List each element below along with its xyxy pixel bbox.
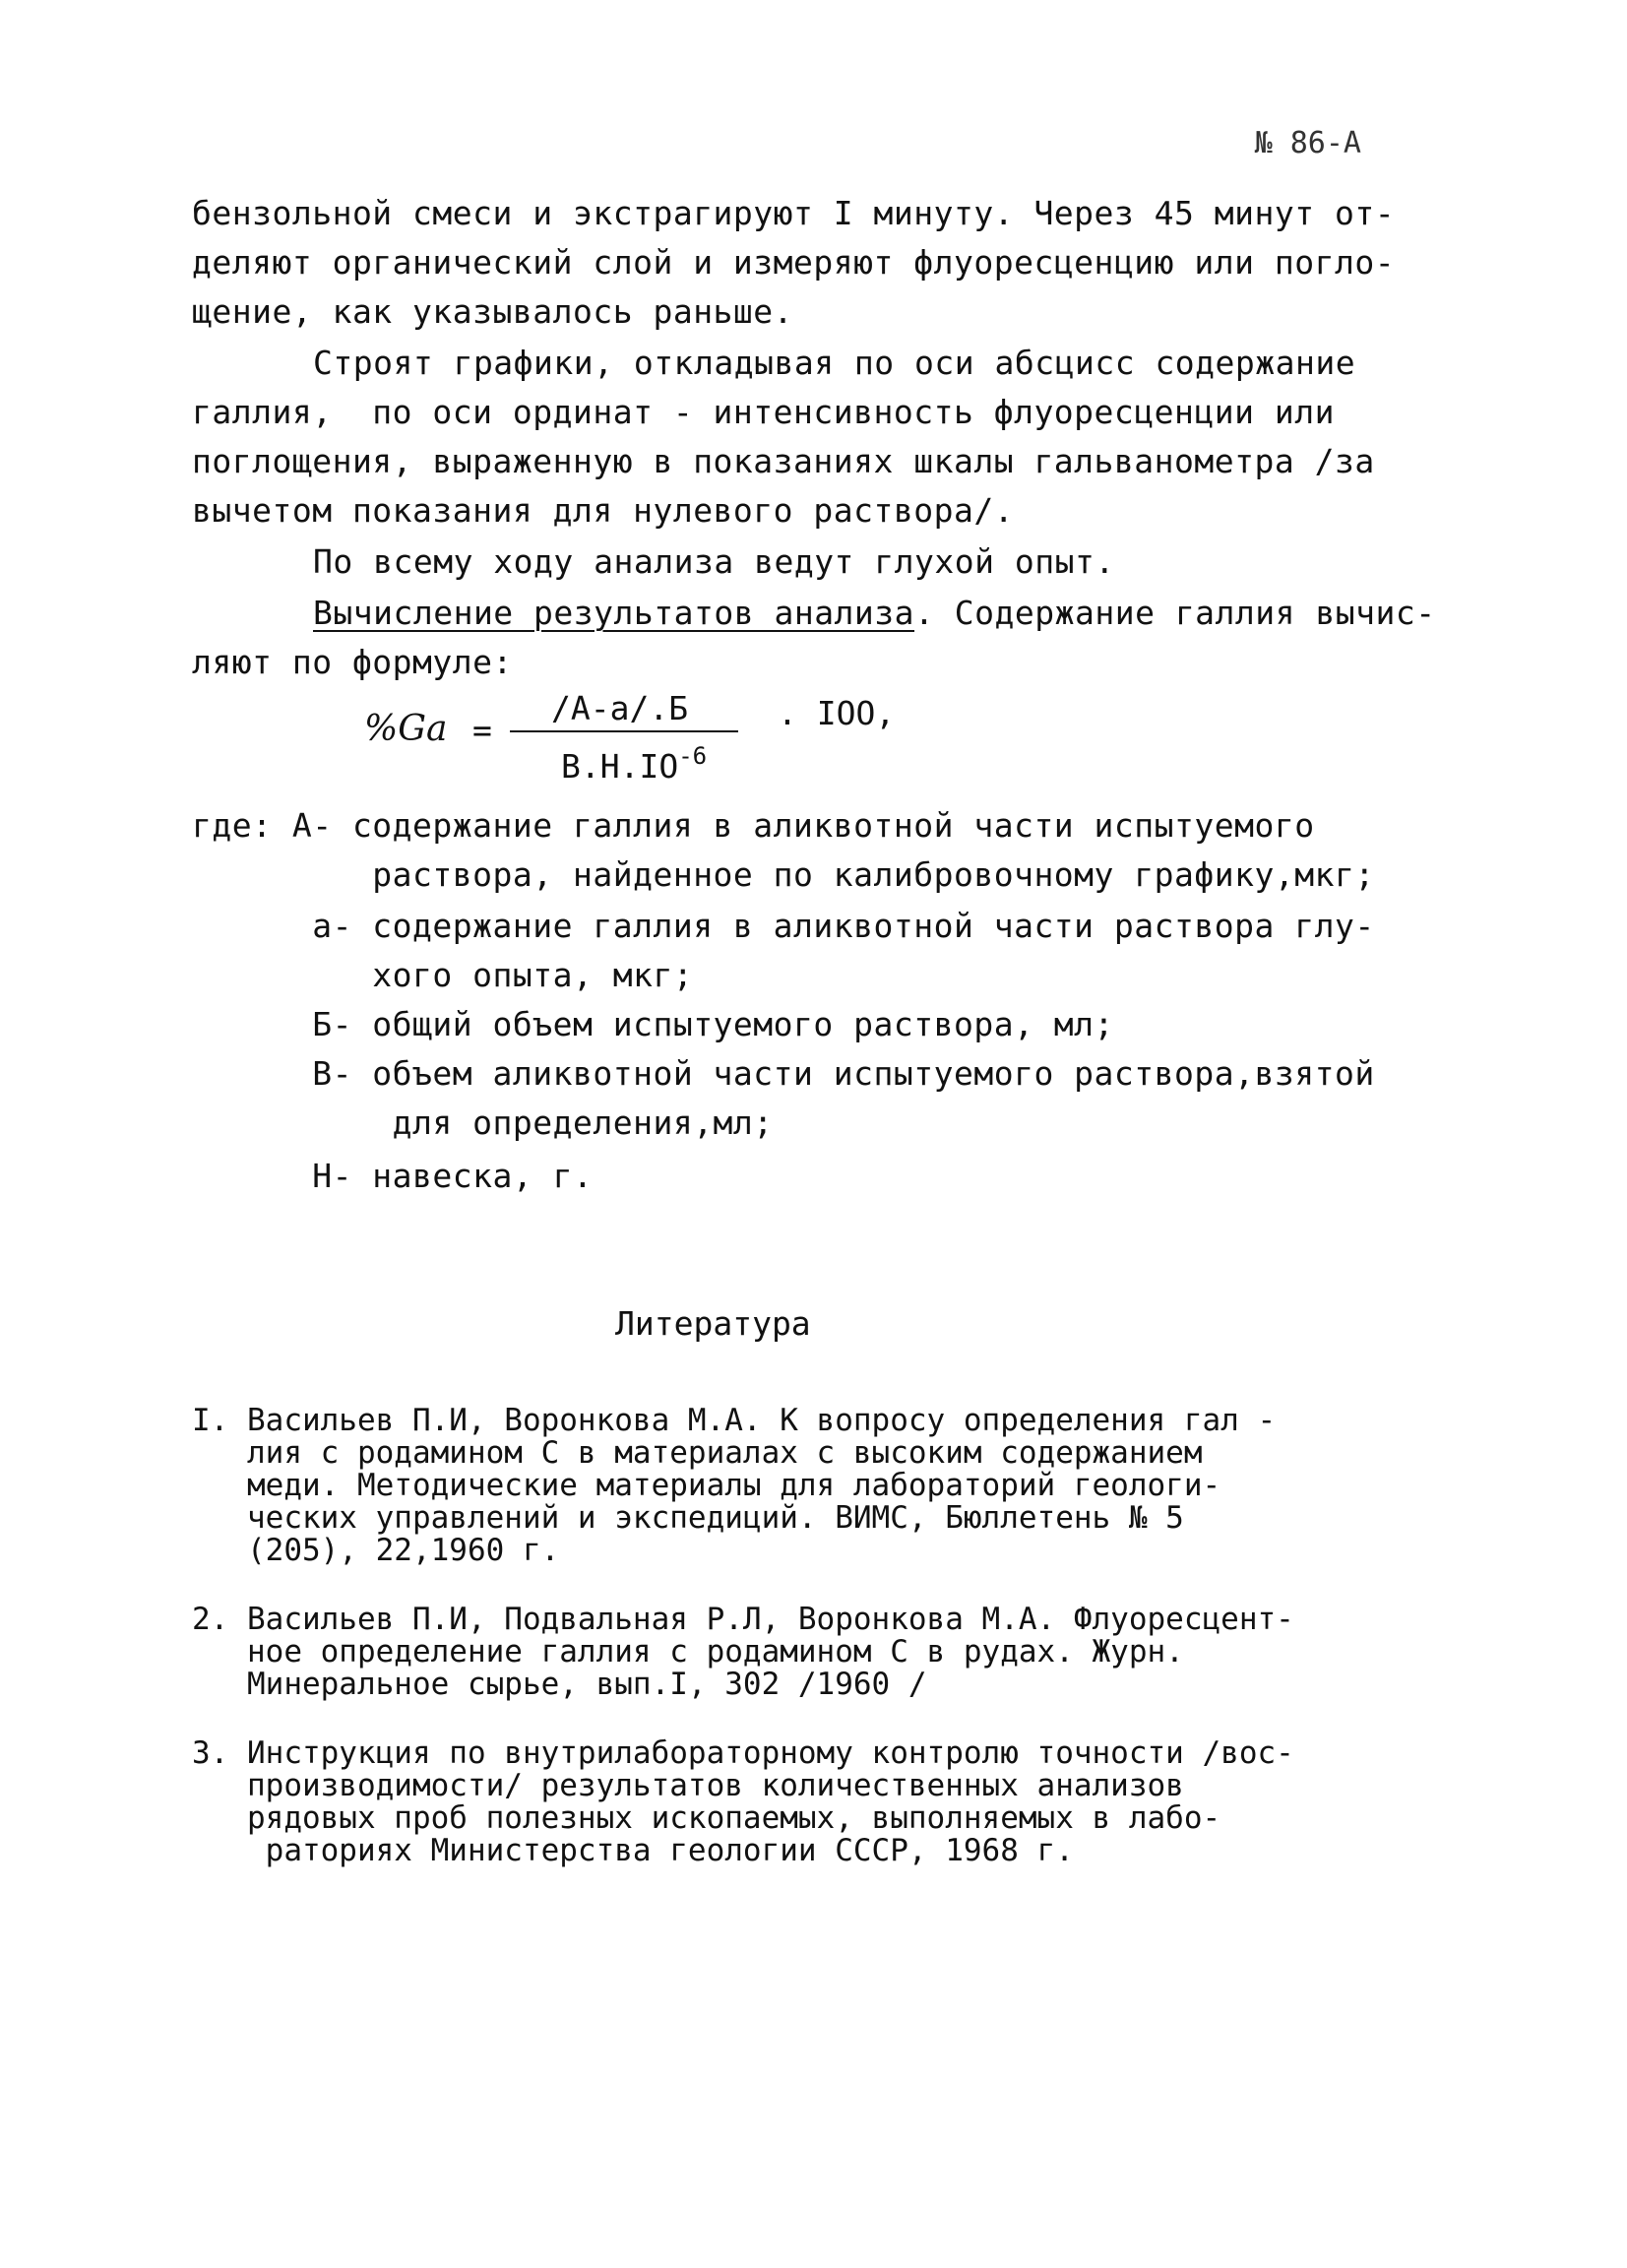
formula-denominator: В.Н.IO — [561, 747, 679, 786]
where-line-4: хого опыта, мкг; — [192, 956, 694, 994]
fraction-bar — [510, 730, 738, 732]
ref1-line-4: ческих управлений и экспедиций. ВИМС, Бюллетень № 5 — [192, 1500, 1184, 1536]
where-line-8: Н- навеска, г. — [192, 1157, 594, 1195]
page-number: № 86-А — [1254, 126, 1361, 160]
ref2-line-2: ное определение галлия с родамином С в рудах. Журн. — [192, 1634, 1184, 1670]
ref2-line-3: Минеральное сырье, вып.I, 302 /1960 / — [192, 1667, 927, 1702]
gallium-formula — [364, 689, 955, 797]
where-line-7: для определения,мл; — [192, 1103, 774, 1142]
ref3-line-2: производимости/ результатов количественных анализов — [192, 1768, 1184, 1803]
para1-line-3: щение, как указывалось раньше. — [192, 292, 794, 331]
para3-line: По всему ходу анализа ведут глухой опыт. — [313, 542, 1115, 581]
where-line-3: а- содержание галлия в аликвотной части раствора глу- — [192, 907, 1375, 945]
ref1-line-1: I. Васильев П.И, Воронкова М.А. К вопросу определения гал - — [192, 1403, 1277, 1438]
ref3-line-4: раториях Министерства геологии СССР, 1968 г. — [192, 1833, 1074, 1868]
where-line-6: В- объем аликвотной части испытуемого раствора,взятой — [192, 1054, 1375, 1093]
formula-lhs: %Ga — [364, 709, 448, 749]
ref1-line-2: лия с родамином С в материалах с высоким содержанием — [192, 1435, 1203, 1471]
calc-line-2: ляют по формуле: — [192, 643, 513, 681]
calc-line-rest: Содержание галлия вычис- — [934, 594, 1436, 632]
ref3-line-3: рядовых проб полезных ископаемых, выполняемых в лабо- — [192, 1800, 1221, 1836]
ref3-line-1: 3. Инструкция по внутрилабораторному контролю точности /вос- — [192, 1735, 1294, 1771]
para2-line-4: вычетом показания для нулевого раствора/. — [192, 491, 1015, 530]
where-line-5: Б- общий объем испытуемого раствора, мл; — [192, 1005, 1114, 1043]
ref1-line-3: меди. Методические материалы для лабораторий геологи- — [192, 1468, 1221, 1503]
calc-line-1 — [313, 594, 1436, 632]
para1-line-2: деляют органический слой и измеряют флуоресценцию или погло- — [192, 243, 1396, 282]
calc-heading: Вычисление результатов анализа — [313, 594, 915, 632]
para2-line-3: поглощения, выраженную в показаниях шкалы гальванометра /за — [192, 442, 1375, 480]
ref1-line-5: (205), 22,1960 г. — [192, 1533, 560, 1568]
formula-exponent: -6 — [678, 742, 708, 770]
para2-line-2: галлия, по оси ординат - интенсивность флуоресценции или — [192, 393, 1335, 431]
formula-denominator-wrap — [561, 742, 707, 786]
formula-equals: = — [472, 711, 492, 749]
formula-multiplier: . IOO, — [778, 694, 896, 732]
calc-heading-dot: . — [914, 594, 935, 632]
formula-numerator: /А-а/.Б — [551, 689, 689, 727]
literature-heading: Литература — [615, 1304, 811, 1343]
para2-line-1: Строят графики, откладывая по оси абсцисс содержание — [313, 344, 1356, 382]
where-line-1: где: А- содержание галлия в аликвотной части испытуемого — [192, 806, 1315, 845]
where-line-2: раствора, найденное по калибровочному графику,мкг; — [192, 855, 1375, 894]
para1-line-1: бензольной смеси и экстрагируют I минуту. Через 45 минут от- — [192, 194, 1396, 232]
ref2-line-1: 2. Васильев П.И, Подвальная Р.Л, Воронкова М.А. Флуоресцент- — [192, 1602, 1294, 1637]
